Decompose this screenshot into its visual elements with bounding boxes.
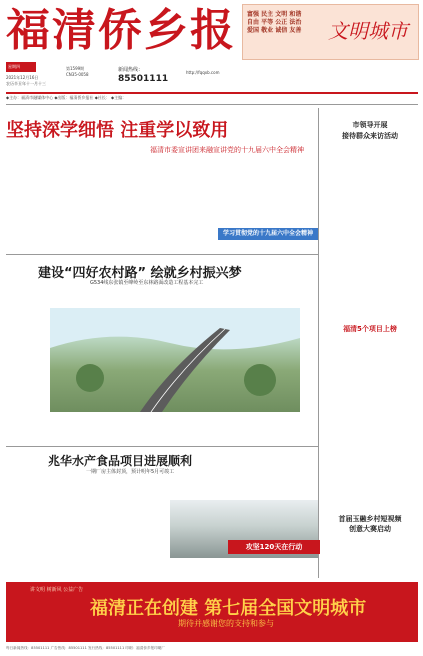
village-subhead: G534线东张镇至峰岭至东林路面改造工程基本完工	[90, 280, 204, 286]
right-bottom-body	[322, 538, 418, 578]
right-top-body	[322, 156, 418, 314]
lead-subhead: 福清市委宣讲团来融宣讲党的十九届六中全会精神	[150, 146, 304, 154]
right-top-title[interactable]: 市领导开展 接待群众来访活动	[342, 121, 398, 140]
slogan-text: 富强 民主 文明 和谐 自由 平等 公正 法治 爱国 敬业 诚信 友善	[247, 11, 302, 34]
banner-headline: 福清正在创建 第七届全国文明城市	[90, 598, 367, 619]
section-divider-2	[6, 446, 318, 447]
right-bottom-title[interactable]: 首届玉融乡村短视频 创意大赛启动	[338, 515, 402, 533]
lead-col-2	[78, 160, 146, 250]
village-col-1	[6, 292, 46, 442]
lead-col-1	[6, 160, 74, 250]
issue-strip	[6, 62, 418, 92]
ticker: ◆主办：福清市融媒体中心 ◆出版：福清侨乡报社 ◆社长： ◆主编：	[6, 95, 127, 100]
hotline-number: 85501111	[118, 74, 169, 84]
issue-code: CN35-0058	[66, 72, 89, 77]
ticker-divider	[6, 104, 418, 105]
food-headline[interactable]: 兆华水产食品项目进展顺利	[48, 454, 193, 468]
slogan-box	[242, 4, 419, 60]
masthead-title: 福清侨乡报	[6, 5, 236, 56]
lead-col-3	[150, 160, 214, 250]
campaign-badge: 攻坚120天在行动	[228, 540, 320, 554]
issue-number: 第1599期	[66, 66, 85, 71]
brush-calligraphy: 文明城市	[328, 19, 408, 43]
lead-headline[interactable]: 坚持深学细悟 注重学以致用	[6, 120, 229, 141]
banner-subline: 期待并感谢您的支持和参与	[178, 619, 274, 628]
village-headline[interactable]: 建设“四好农村路” 绘就乡村振兴梦	[38, 266, 242, 281]
section-divider	[6, 254, 318, 255]
right-mid-body	[322, 340, 418, 506]
village-col-2	[50, 414, 300, 446]
road-photo	[50, 308, 300, 412]
study-banner: 学习贯彻党的十九届六中全会精神	[218, 228, 318, 240]
bottom-info: 每日新闻热线：85501111 广告热线：85501111 发行热线：85501111 印刷：福清侨乡报印刷厂	[6, 646, 165, 650]
lunar-date: 农历辛丑年十一月十三	[6, 81, 46, 86]
food-subhead: 一期厂房主体封顶，预计明年5月可竣工	[86, 469, 175, 475]
issue-date: 2021年12月16日	[6, 75, 39, 80]
lead-col-4	[218, 160, 314, 224]
column-divider	[318, 108, 319, 578]
hotline-label: 新闻热线：	[118, 67, 144, 73]
weekday: 星期四	[8, 64, 20, 69]
website-link[interactable]: http://fqqxb.com	[186, 70, 220, 75]
food-col-1	[6, 480, 82, 578]
food-col-2	[86, 480, 166, 578]
right-mid-title[interactable]: 福清5个项目上榜	[343, 325, 397, 333]
banner-caption: 讲文明 树新风 公益广告	[30, 587, 84, 593]
